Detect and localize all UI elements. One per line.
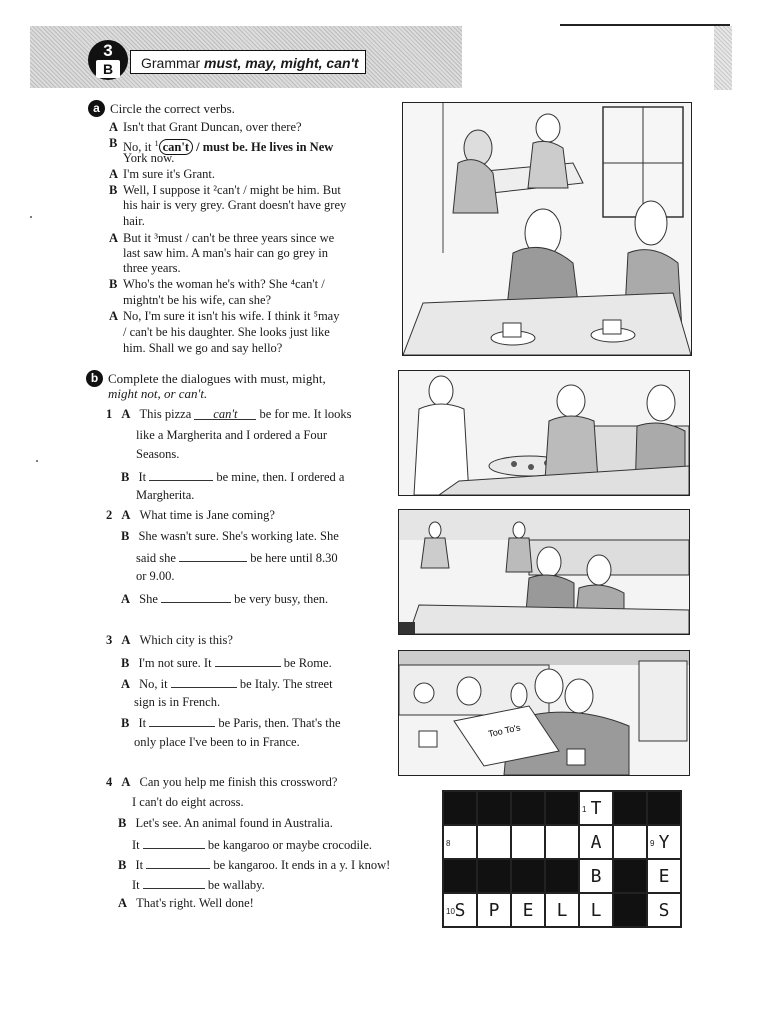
dialogue-line (136, 549, 338, 567)
crossword-cell[interactable] (477, 893, 511, 927)
dialogue-line: hair. (123, 214, 145, 228)
line-text: That's right. Well done! (136, 896, 254, 910)
speaker-label: A (121, 633, 131, 647)
line-text-pre: I'm not sure. It (138, 656, 212, 670)
dialogue-number: 2 (106, 508, 113, 522)
crossword-cell[interactable] (579, 859, 613, 893)
item-number: 1 (154, 139, 159, 148)
dialogue-line (106, 407, 352, 423)
line-text-pre: It (135, 858, 144, 872)
answer-blank[interactable] (149, 468, 213, 481)
clue-number: 1 (582, 805, 587, 814)
speaker-label: A (121, 407, 131, 421)
line-text: Which city is this? (139, 633, 233, 647)
map-illustration (398, 650, 690, 776)
line-text-post: be mine, then. I ordered a (216, 470, 345, 484)
bar-illustration (398, 509, 690, 635)
header-rule (560, 24, 730, 26)
cell-letter: S (658, 900, 670, 921)
cell-letter: L (590, 900, 602, 921)
answer-blank[interactable] (143, 836, 205, 849)
crossword-cell-blocked (511, 791, 545, 825)
title-prefix: Grammar (141, 55, 201, 71)
crossword-cell-blocked (545, 859, 579, 893)
crossword-cell[interactable] (545, 893, 579, 927)
speaker-label: A (118, 896, 128, 910)
line-text-post: be very busy, then. (234, 592, 329, 606)
crossword-cell-blocked (545, 791, 579, 825)
dialogue-line (118, 896, 254, 912)
line-text-pre: It (138, 470, 147, 484)
speaker-label: B (109, 136, 118, 150)
circled-answer[interactable]: can't (159, 139, 193, 155)
crossword-cell[interactable] (647, 825, 681, 859)
dialogue-line: him. Shall we go and say hello? (123, 341, 283, 355)
crossword-cell-blocked (477, 859, 511, 893)
cell-letter: L (556, 900, 568, 921)
header-side-band (714, 26, 732, 90)
dialogue-line: like a Margherita and I ordered a Four (136, 428, 328, 442)
dialogue-line: three years. (123, 261, 181, 275)
margin-mark (36, 460, 38, 462)
speaker-label: A (121, 677, 131, 691)
line-text-post: be wallaby. (207, 878, 265, 892)
lesson-letter: B (96, 60, 120, 78)
crossword-cell-blocked (477, 791, 511, 825)
dialogue-line[interactable]: mightn't be his wife, can she? (123, 293, 272, 307)
line-text-post: be Italy. The street (239, 677, 333, 691)
speaker-label: A (109, 120, 119, 134)
line-text-post: be for me. It looks (259, 407, 352, 421)
answer-blank[interactable] (143, 876, 205, 889)
crossword-cell[interactable] (647, 893, 681, 927)
dialogue-line (121, 714, 341, 732)
crossword-cell[interactable] (579, 893, 613, 927)
line-text: She wasn't sure. She's working late. She (138, 529, 339, 543)
crossword-cell[interactable] (443, 893, 477, 927)
dialogue-line (118, 856, 390, 874)
section-a-icon: a (88, 100, 105, 117)
crossword-cell[interactable] (511, 893, 545, 927)
cafe-illustration (402, 102, 692, 356)
speaker-label: A (121, 592, 131, 606)
crossword-cell[interactable] (647, 859, 681, 893)
crossword-cell-blocked (613, 893, 647, 927)
line-text-post: be Rome. (283, 656, 332, 670)
dialogue-line: York now. (123, 151, 175, 165)
line-text-pre: It (132, 878, 140, 892)
dialogue-line (118, 816, 333, 832)
dialogue-line (106, 508, 275, 524)
answer-blank[interactable] (146, 856, 210, 869)
speaker-label: B (118, 858, 127, 872)
clue-number: 8 (446, 839, 451, 848)
clue-number: 9 (650, 839, 655, 848)
crossword-cell-blocked (613, 791, 647, 825)
speaker-label: B (121, 470, 130, 484)
speaker-label: A (109, 309, 119, 323)
dialogue-number: 4 (106, 775, 113, 789)
line-text-post: be kangaroo. It ends in a y. I know! (213, 858, 391, 872)
line-text[interactable]: Who's the woman he's with? She ⁴can't / (123, 277, 325, 291)
cell-letter: S (454, 900, 466, 921)
section-b-instruction: Complete the dialogues with must, might, (108, 371, 326, 386)
dialogue-line: only place I've been to in France. (134, 735, 300, 749)
dialogue-line (106, 633, 233, 649)
section-b-instruction-cont: might not, or can't. (108, 386, 208, 401)
crossword-cell-blocked (647, 791, 681, 825)
crossword-cell[interactable] (545, 825, 579, 859)
line-text: Can you help me finish this crossword? (139, 775, 338, 789)
line-text: I'm sure it's Grant. (123, 167, 215, 181)
crossword-grid (442, 790, 682, 928)
speaker-label: B (118, 816, 127, 830)
speaker-label: B (109, 183, 118, 197)
clue-number: 10 (446, 907, 455, 916)
line-text[interactable]: But it ³must / can't be three years since we (123, 231, 335, 245)
map-label: Too To's (487, 722, 522, 739)
dialogue-line: Seasons. (136, 447, 180, 461)
crossword-cell-blocked (511, 859, 545, 893)
speaker-label: B (121, 656, 130, 670)
dialogue-line (132, 836, 372, 854)
title-topic: must, may, might, can't (204, 55, 359, 71)
cell-letter: A (590, 832, 602, 853)
speaker-label: B (121, 716, 130, 730)
dialogue-line (121, 590, 328, 608)
cell-letter: E (658, 866, 670, 887)
speaker-label: A (109, 167, 119, 181)
line-text-pre: It (132, 838, 140, 852)
answer-blank[interactable] (179, 549, 247, 562)
cell-letter: Y (658, 832, 670, 853)
line-text-post: be here until 8.30 (250, 551, 338, 565)
crossword-cell[interactable] (511, 825, 545, 859)
cell-letter: T (590, 798, 602, 819)
line-text-pre: No, it (123, 140, 155, 155)
dialogue-line: I can't do eight across. (132, 795, 244, 809)
line-text[interactable]: Well, I suppose it ²can't / might be him. But (123, 183, 341, 197)
answer-blank[interactable] (149, 714, 215, 727)
speaker-label: B (121, 529, 130, 543)
line-text-post: be Paris, then. That's the (218, 716, 341, 730)
line-text-pre: This pizza (139, 407, 192, 421)
answer-blank[interactable] (161, 590, 231, 603)
line-text-post: be kangaroo or maybe crocodile. (207, 838, 373, 852)
line-text: Let's see. An animal found in Australia. (135, 816, 333, 830)
dialogue-line (121, 529, 339, 545)
line-text-pre: It (138, 716, 147, 730)
dialogue-line (121, 675, 333, 693)
line-text-pre: said she (136, 551, 176, 565)
crossword-cell-blocked (443, 859, 477, 893)
speaker-label: A (121, 508, 131, 522)
line-text-pre: No, it (139, 677, 168, 691)
dialogue-line: his hair is very grey. Grant doesn't have grey (123, 198, 347, 212)
section-a-instruction: Circle the correct verbs. (110, 101, 235, 116)
crossword-cell-blocked (613, 859, 647, 893)
example-answer: can't (194, 407, 256, 420)
margin-mark (30, 216, 32, 218)
dialogue-line (106, 775, 337, 791)
speaker-label: A (121, 775, 131, 789)
crossword-cell-blocked (443, 791, 477, 825)
line-text-post: / must be. He lives in New (193, 140, 334, 155)
page-title (130, 50, 366, 74)
dialogue-line (121, 654, 332, 672)
answer-blank[interactable] (171, 675, 237, 688)
dialogue-line (121, 468, 344, 486)
crossword-cell[interactable] (443, 825, 477, 859)
crossword-cell[interactable] (579, 825, 613, 859)
cell-letter: E (522, 900, 534, 921)
line-text: Isn't that Grant Duncan, over there? (123, 120, 302, 134)
dialogue-number: 3 (106, 633, 113, 647)
line-text[interactable]: No, I'm sure it isn't his wife. I think it ⁵may (123, 309, 340, 323)
crossword-cell[interactable] (579, 791, 613, 825)
unit-number: 3 (103, 41, 113, 60)
speaker-label: B (109, 277, 118, 291)
unit-badge (88, 40, 128, 80)
line-text-pre: She (139, 592, 158, 606)
dialogue-line[interactable]: / can't be his daughter. She looks just like (123, 325, 330, 339)
line-text: What time is Jane coming? (139, 508, 275, 522)
dialogue-line: sign is in French. (134, 695, 221, 709)
dialogue-line (132, 876, 265, 894)
pizza-illustration (398, 370, 690, 496)
dialogue-line: or 9.00. (136, 569, 175, 583)
dialogue-line: last saw him. A man's hair can go grey in (123, 246, 328, 260)
dialogue-number: 1 (106, 407, 113, 421)
cell-letter: P (488, 900, 500, 921)
crossword-cell[interactable] (477, 825, 511, 859)
dialogue-line: Margherita. (136, 488, 195, 502)
section-b-icon: b (86, 370, 103, 387)
answer-blank[interactable] (215, 654, 281, 667)
speaker-label: A (109, 231, 119, 245)
cell-letter: B (590, 866, 602, 887)
crossword-cell[interactable] (613, 825, 647, 859)
